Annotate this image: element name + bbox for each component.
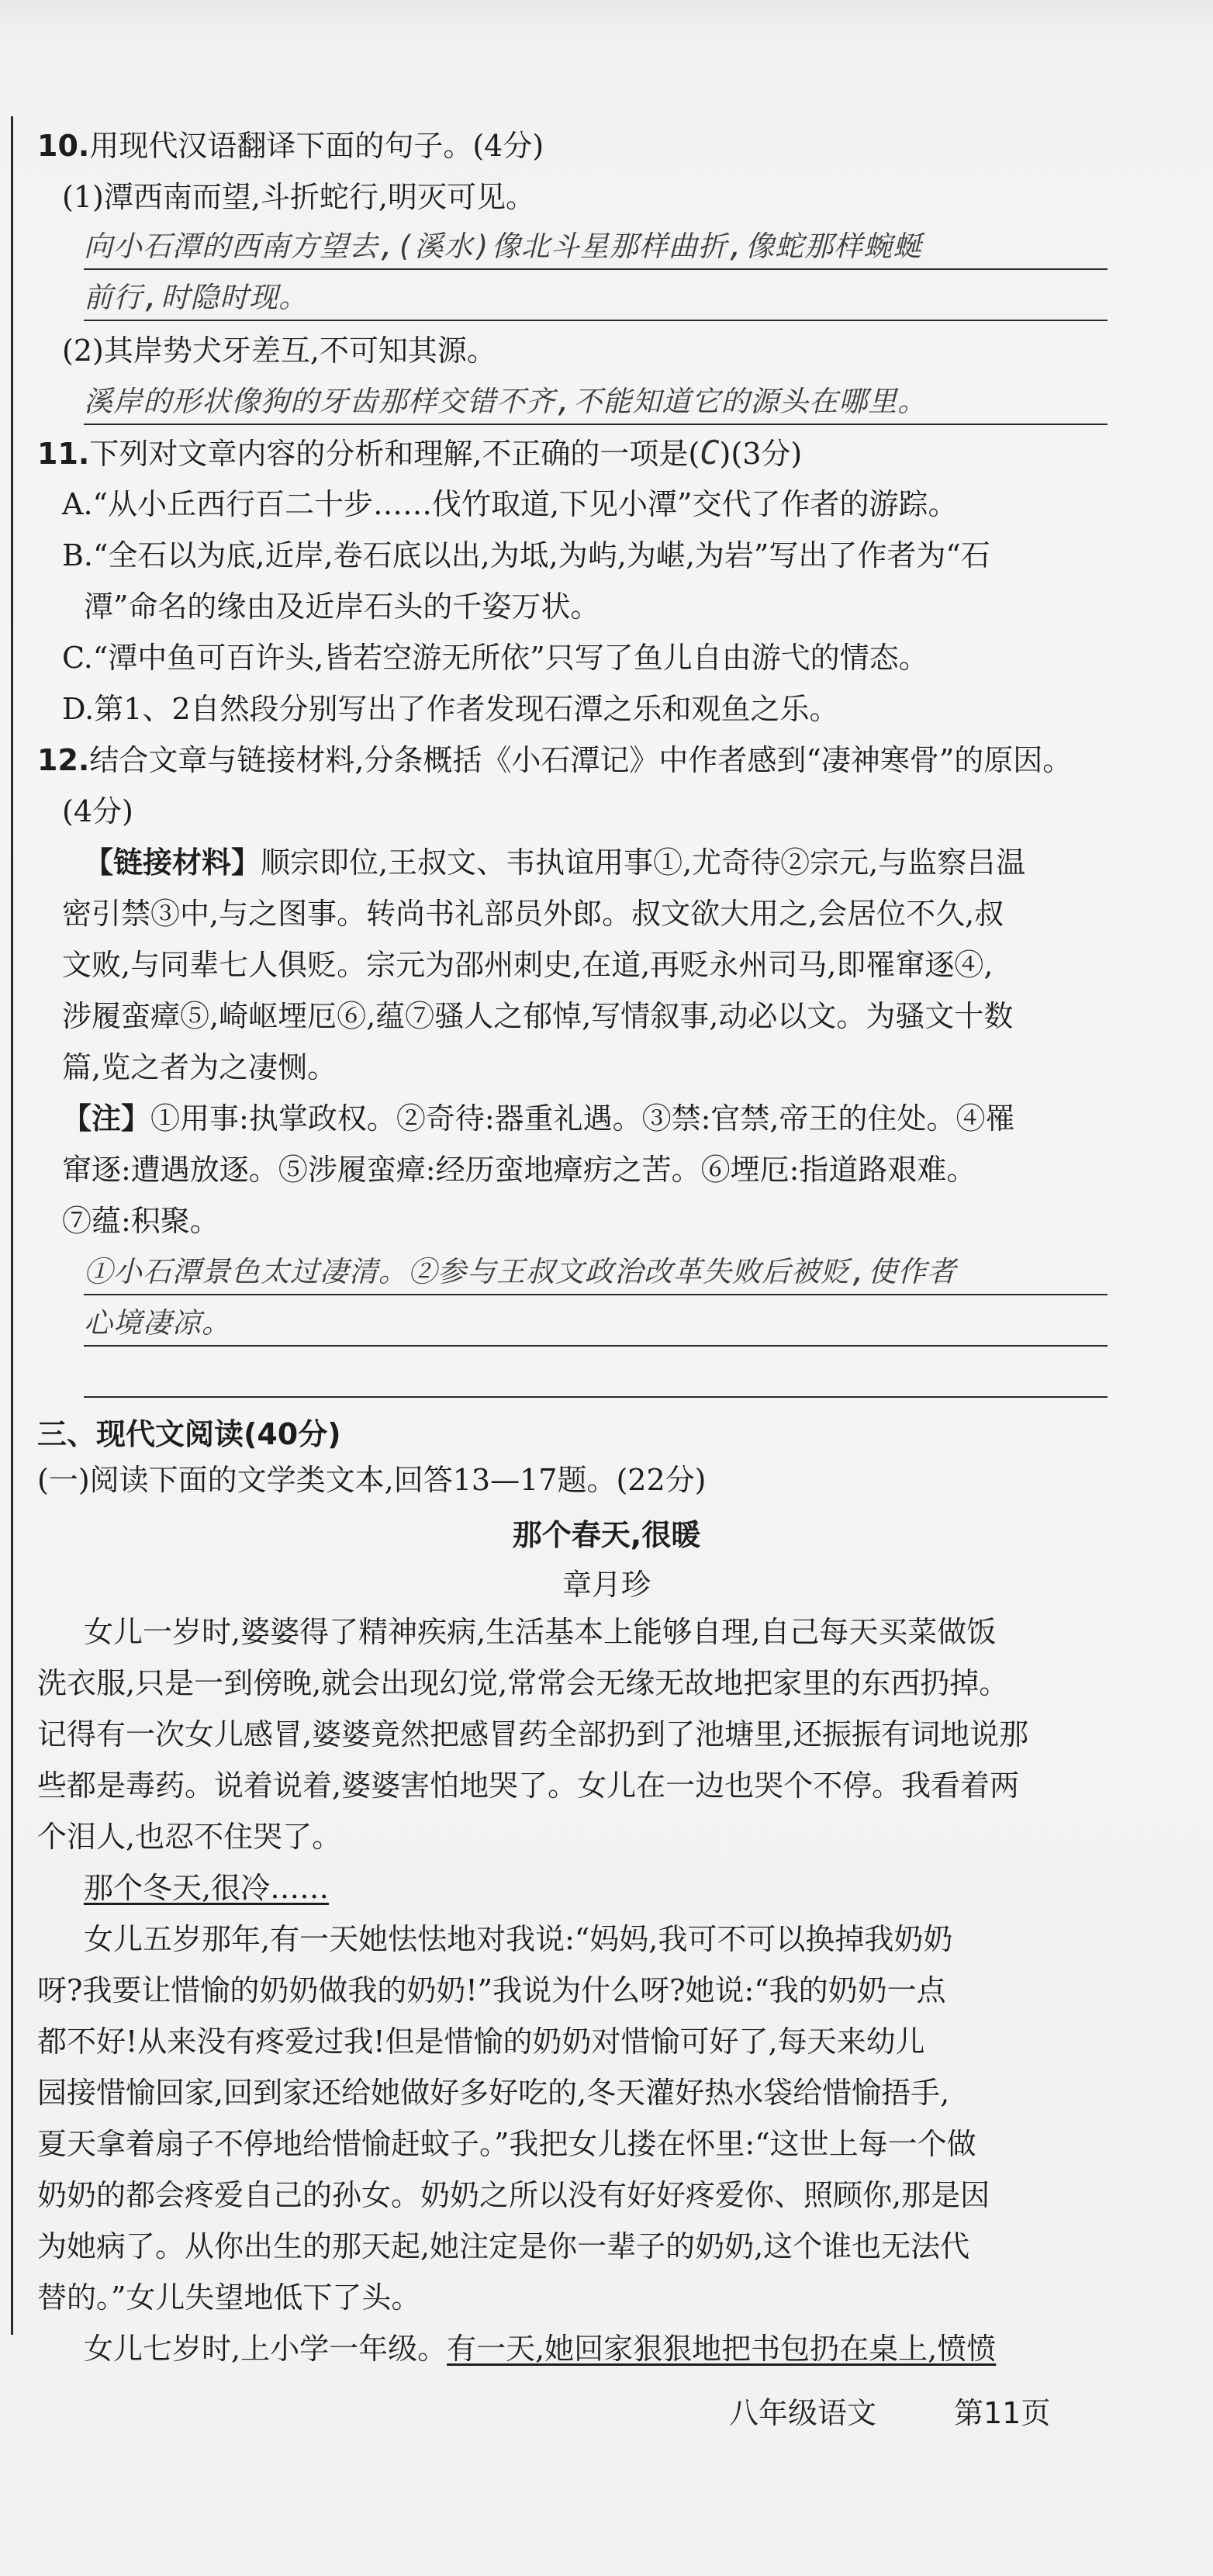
- paragraph-3-line: 女儿五岁那年,有一天她怯怯地对我说:“妈妈,我可不可以换掉我奶奶: [84, 1922, 953, 1956]
- q11-stem: 11.下列对文章内容的分析和理解,不正确的一项是(C)(3分): [37, 434, 803, 472]
- paragraph-3-line: 都不好!从来没有疼爱过我!但是惜愉的奶奶对惜愉可好了,每天来幼儿: [37, 2024, 925, 2059]
- note-1: 【注】①用事:执掌政权。②奇待:器重礼遇。③禁:官禁,帝王的住处。④罹: [62, 1101, 1015, 1136]
- note-2: 窜逐:遭遇放逐。⑤涉履蛮瘴:经历蛮地瘴疠之苦。⑥堙厄:指道路艰难。: [62, 1153, 976, 1187]
- paragraph-3-line: 奶奶的都会疼爱自己的孙女。奶奶之所以没有好好疼爱你、照顾你,那是因: [37, 2178, 990, 2212]
- link-material-4: 涉履蛮瘴⑤,崎岖堙厄⑥,蕴⑦骚人之郁悼,写情叙事,动必以文。为骚文十数: [62, 999, 1014, 1033]
- paragraph-1-line: 记得有一次女儿感冒,婆婆竟然把感冒药全部扔到了池塘里,还振振有词地说那: [37, 1717, 1029, 1751]
- q11-option-b-cont: 潭”命名的缘由及近岸石头的千姿万状。: [84, 590, 600, 624]
- q10-stem: 10.用现代汉语翻译下面的句子。(4分): [37, 129, 544, 163]
- q11-option-d: D.第1、2自然段分别写出了作者发现石潭之乐和观鱼之乐。: [62, 692, 839, 726]
- paragraph-3-line: 园接惜愉回家,回到家还给她做好多好吃的,冬天灌好热水袋给惜愉捂手,: [37, 2076, 950, 2110]
- answer-rule: [84, 320, 1108, 321]
- paragraph-4-line: 女儿七岁时,上小学一年级。有一天,她回家狠狠地把书包扔在桌上,愤愤: [84, 2332, 997, 2366]
- note-3: ⑦蕴:积聚。: [62, 1204, 219, 1238]
- q10-sentence-1: (1)潭西南而望,斗折蛇行,明灭可见。: [62, 180, 535, 214]
- answer-rule: [84, 424, 1108, 425]
- q12-stem: 12.结合文章与链接材料,分条概括《小石潭记》中作者感到“凄神寒骨”的原因。: [37, 743, 1073, 777]
- margin-line: [11, 116, 13, 2335]
- answer-rule: [84, 1345, 1108, 1347]
- paragraph-1-line: 女儿一岁时,婆婆得了精神疾病,生活基本上能够自理,自己每天买菜做饭: [84, 1615, 997, 1649]
- paragraph-3-line: 为她病了。从你出生的那天起,她注定是你一辈子的奶奶,这个谁也无法代: [37, 2229, 970, 2263]
- paragraph-3-line: 替的。”女儿失望地低下了头。: [37, 2280, 421, 2315]
- answer-rule: [84, 1294, 1108, 1295]
- link-material-5: 篇,览之者为之凄恻。: [62, 1050, 337, 1084]
- link-material-2: 密引禁③中,与之图事。转尚书礼部员外郎。叔文欲大用之,会居位不久,叔: [62, 897, 1004, 931]
- q10-answer-1-line-2: 前行,时隐时现。: [84, 281, 309, 314]
- q11-option-b: B.“全石以为底,近岸,卷石底以出,为坻,为屿,为嵁,为岩”写出了作者为“石: [62, 538, 990, 572]
- q10-answer-1-line-1: 向小石潭的西南方望去,(溪水)像北斗星那样曲折,像蛇那样蜿蜒: [84, 230, 923, 263]
- paragraph-1-line: 个泪人,也忍不住哭了。: [37, 1820, 342, 1854]
- paragraph-3-line: 呀?我要让惜愉的奶奶做我的奶奶!”我说为什么呀?她说:“我的奶奶一点: [37, 1973, 946, 2007]
- paragraph-1-line: 些都是毒药。说着说着,婆婆害怕地哭了。女儿在一边也哭个不停。我看着两: [37, 1769, 1020, 1803]
- article-title: 那个春天,很暖: [512, 1518, 701, 1552]
- footer-page-number: 第11页: [954, 2396, 1051, 2430]
- q12-answer-line-1: ①小石潭景色太过凄清。②参与王叔文政治改革失败后被贬,使作者: [84, 1255, 957, 1288]
- q10-sentence-2: (2)其岸势犬牙差互,不可知其源。: [62, 334, 496, 368]
- paragraph-3-line: 夏天拿着扇子不停地给惜愉赶蚊子。”我把女儿搂在怀里:“这世上每一个做: [37, 2127, 976, 2161]
- paragraph-1-line: 洗衣服,只是一到傍晚,就会出现幻觉,常常会无缘无故地把家里的东西扔掉。: [37, 1666, 1009, 1700]
- answer-rule: [84, 268, 1108, 270]
- answer-rule: [84, 1396, 1108, 1398]
- footer-grade: 八年级语文: [729, 2396, 877, 2430]
- q12-answer-line-2: 心境凄凉。: [84, 1306, 231, 1340]
- link-material-1: 【链接材料】顺宗即位,王叔文、韦执谊用事①,尤奇待②宗元,与监察吕温: [84, 845, 1026, 880]
- section-3-title: 三、现代文阅读(40分): [37, 1417, 341, 1451]
- section-3-sub: (一)阅读下面的文学类文本,回答13—17题。(22分): [37, 1463, 707, 1497]
- q12-score: (4分): [62, 794, 133, 828]
- q11-answer: C: [700, 434, 720, 472]
- link-material-3: 文败,与同辈七人俱贬。宗元为邵州刺史,在道,再贬永州司马,即罹窜逐④,: [62, 948, 994, 982]
- q11-option-c: C.“潭中鱼可百许头,皆若空游无所依”只写了鱼儿自由游弋的情态。: [62, 641, 928, 675]
- q11-option-a: A.“从小丘西行百二十步……伐竹取道,下见小潭”交代了作者的游踪。: [62, 487, 958, 521]
- paragraph-2: 那个冬天,很冷……: [84, 1871, 330, 1905]
- q10-answer-2: 溪岸的形状像狗的牙齿那样交错不齐,不能知道它的源头在哪里。: [84, 385, 928, 418]
- article-author: 章月珍: [562, 1568, 651, 1602]
